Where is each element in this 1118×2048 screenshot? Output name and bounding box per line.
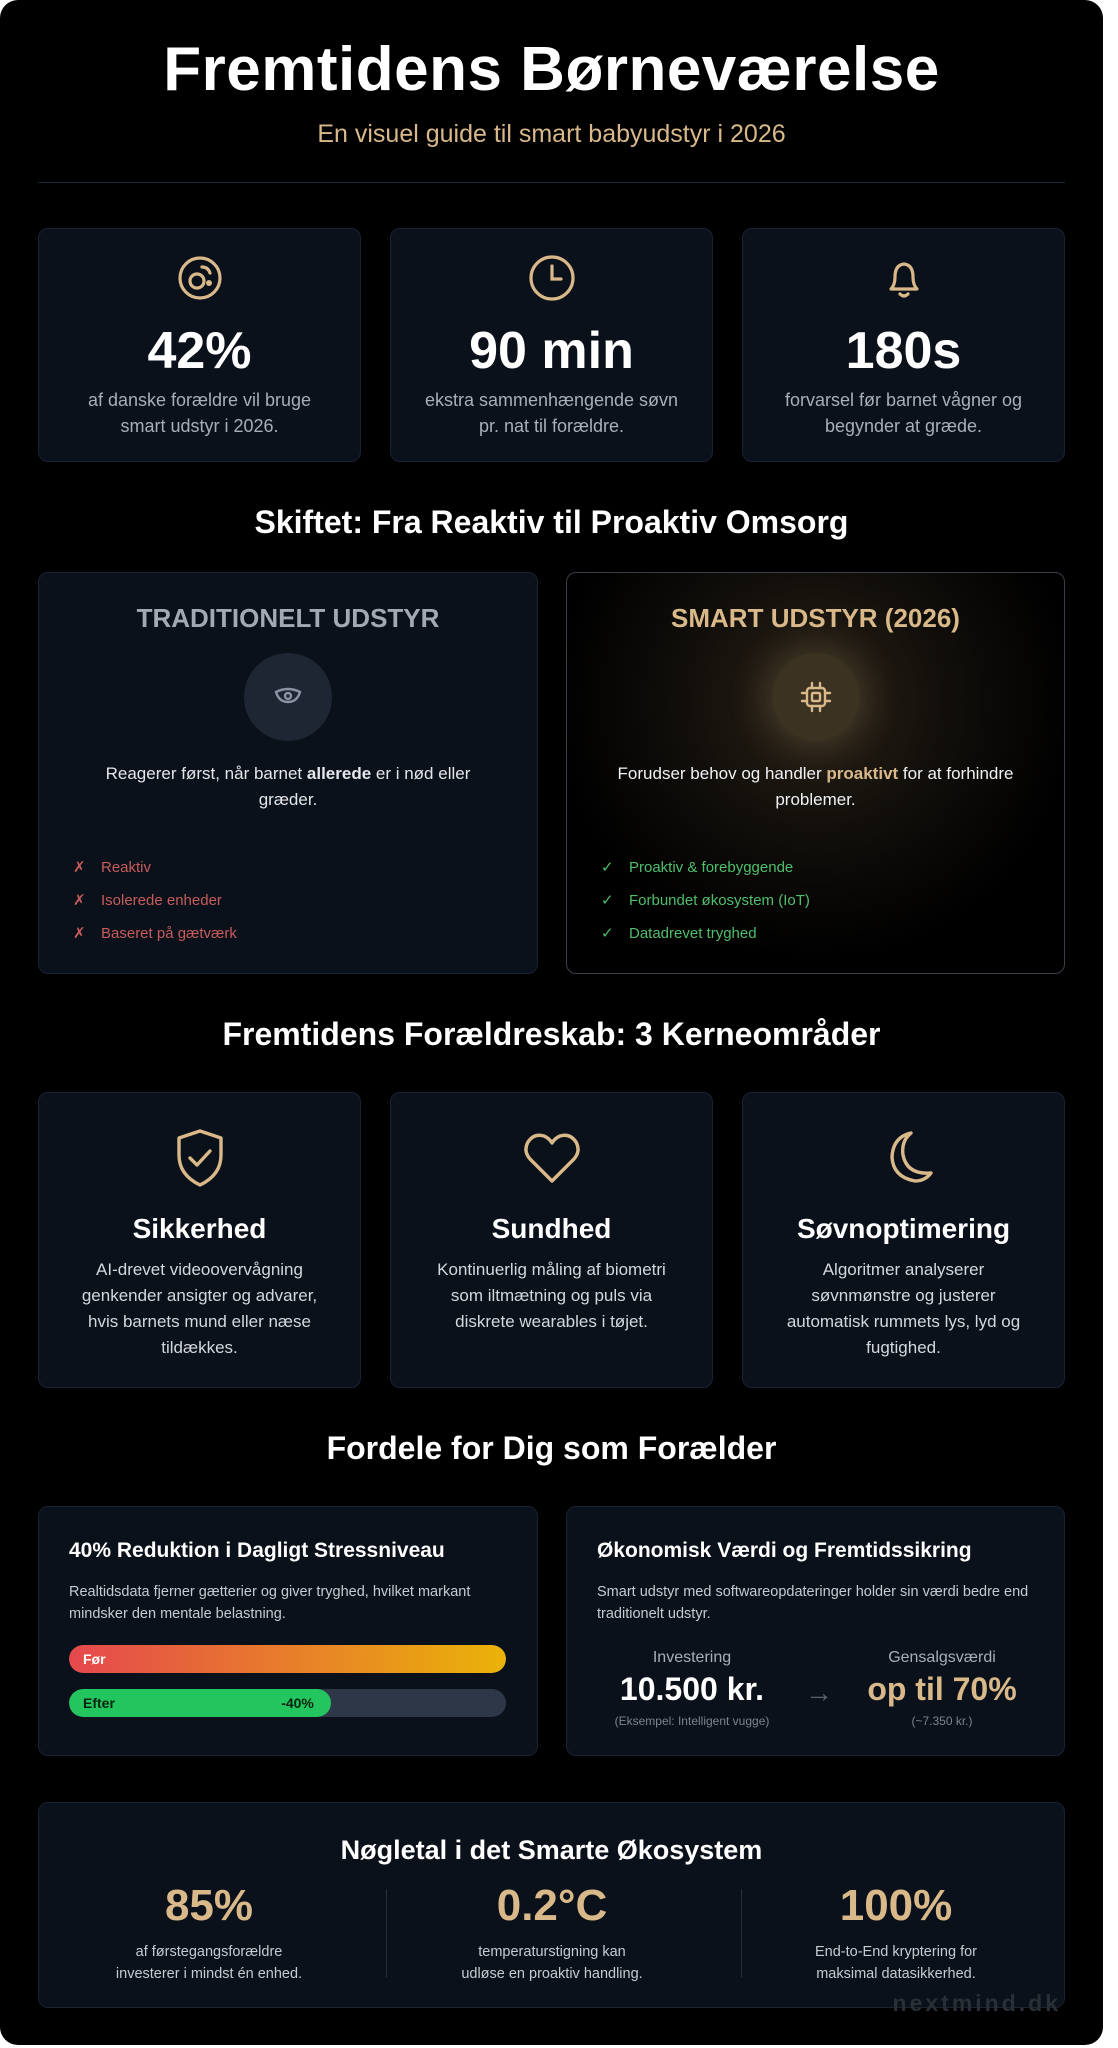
- keyfigure: [726, 1881, 1066, 1985]
- after-bar-label: Efter: [83, 1695, 115, 1711]
- smart-card: [566, 572, 1065, 974]
- resale-label: Gensalgsværdi: [888, 1649, 996, 1666]
- resale-value: op til 70%: [867, 1671, 1017, 1707]
- page-title: Fremtidens Børneværelse: [163, 35, 940, 104]
- stat-value: 180s: [845, 322, 962, 380]
- keyfigure: [39, 1881, 379, 1985]
- area-card-health: [390, 1092, 713, 1388]
- pacifier-icon: [273, 682, 303, 712]
- keyfigure-label: End-to-End kryptering for maksimal datasikkerhed.: [815, 1944, 977, 1982]
- area-desc: Algoritmer analyserer søvnmønstre og justerer automatisk rummets lys, lyd og fugtighed.: [786, 1260, 1021, 1357]
- resale-block: [782, 1649, 1102, 1728]
- before-bar-fill: [69, 1645, 506, 1673]
- smart-icon-circle: [772, 653, 860, 741]
- page-subtitle: En visuel guide til smart babyudstyr i 2026: [317, 120, 786, 148]
- bell-icon: [879, 253, 929, 303]
- economy-desc: Smart udstyr med softwareopdateringer holder sin værdi bedre end traditionelt udstyr.: [597, 1584, 1029, 1622]
- stress-card: [38, 1506, 538, 1756]
- stat-value: 42%: [147, 322, 252, 380]
- stress-title: 40% Reduktion i Dagligt Stressniveau: [69, 1539, 445, 1562]
- after-bar: [69, 1689, 506, 1717]
- after-bar-percent: -40%: [281, 1695, 314, 1711]
- traditional-icon-circle: [244, 653, 332, 741]
- area-desc: AI-drevet videoovervågning genkender ansigter og advarer, hvis barnets mund eller næse tildækkes.: [81, 1260, 318, 1357]
- section-heading-areas: Fremtidens Forældreskab: 3 Kerneområder: [222, 1016, 881, 1052]
- traditional-card: [38, 572, 538, 974]
- economy-title: Økonomisk Værdi og Fremtidssikring: [597, 1539, 972, 1562]
- section-heading-shift: Skiftet: Fra Reaktiv til Proaktiv Omsorg: [254, 504, 849, 540]
- chip-icon: [798, 679, 834, 715]
- keyfigure-value: 85%: [164, 1881, 254, 1930]
- traditional-title: TRADITIONELT UDSTYR: [136, 603, 440, 633]
- clock-icon: [527, 253, 577, 303]
- keyfigures-heading: Nøgletal i det Smarte Økosystem: [340, 1835, 763, 1865]
- traditional-desc: Reagerer først, når barnet allerede er i nød eller græder.: [105, 764, 471, 809]
- area-desc: Kontinuerlig måling af biometri som iltmætning og puls via diskrete wearables i tøjet.: [437, 1260, 666, 1331]
- stat-card: [390, 228, 713, 462]
- stat-value: 90 min: [469, 322, 634, 380]
- keyfigure-label: temperaturstigning kan udløse en proaktiv handling.: [461, 1944, 643, 1982]
- stat-label: forvarsel før barnet vågner og begynder at græde.: [784, 390, 1023, 436]
- stat-card: [742, 228, 1065, 462]
- smart-list: [601, 851, 810, 950]
- stat-label: af danske forældre vil bruge smart udstyr i 2026.: [87, 390, 312, 436]
- list-item: ✓ Proaktiv & forebyggende: [601, 859, 794, 876]
- list-item: ✗ Isolerede enheder: [73, 892, 222, 909]
- stress-desc: Realtidsdata fjerner gætterier og giver tryghed, hvilket markant mindsker den mentale belastning.: [69, 1584, 471, 1622]
- baby-face-icon: [175, 253, 225, 303]
- smart-title: SMART UDSTYR (2026): [671, 603, 960, 633]
- investment-value: 10.500 kr.: [619, 1671, 765, 1707]
- list-item: ✗ Reaktiv: [73, 859, 152, 876]
- keyfigures-card: [38, 1802, 1065, 2008]
- list-item: ✓ Datadrevet tryghed: [601, 925, 757, 942]
- area-card-safety: [38, 1092, 361, 1388]
- resale-note: (~7.350 kr.): [911, 1714, 973, 1728]
- list-item: ✓ Forbundet økosystem (IoT): [601, 892, 810, 909]
- keyfigure-value: 0.2°C: [496, 1881, 608, 1930]
- heart-icon: [519, 1125, 585, 1191]
- before-bar-label: Før: [83, 1651, 106, 1667]
- keyfigure-value: 100%: [839, 1881, 953, 1930]
- investment-label: Investering: [652, 1649, 732, 1666]
- area-card-sleep: [742, 1092, 1065, 1388]
- list-item: ✗ Baseret på gætværk: [73, 925, 237, 942]
- economy-card: [566, 1506, 1065, 1756]
- keyfigure-label: af førstegangsforældre investerer i mindst én enhed.: [115, 1944, 303, 1982]
- stat-label: ekstra sammenhængende søvn pr. nat til forældre.: [424, 390, 679, 436]
- arrow-icon: →: [805, 1677, 833, 1708]
- keyfigure: [382, 1881, 722, 1985]
- area-title: Søvnoptimering: [796, 1213, 1011, 1244]
- watermark: nextmind.dk: [892, 1990, 1061, 2016]
- stat-card: [38, 228, 361, 462]
- smart-desc: Forudser behov og handler proaktivt for at forhindre problemer.: [617, 764, 1014, 809]
- area-title: Sikkerhed: [132, 1213, 267, 1244]
- area-title: Sundhed: [491, 1213, 612, 1244]
- traditional-list: [73, 851, 237, 950]
- before-bar: [69, 1645, 506, 1673]
- section-heading-benefits: Fordele for Dig som Forælder: [326, 1430, 777, 1466]
- divider: [38, 182, 1065, 183]
- shield-check-icon: [167, 1125, 233, 1191]
- moon-icon: [871, 1125, 937, 1191]
- investment-note: (Eksempel: Intelligent vugge): [614, 1714, 770, 1728]
